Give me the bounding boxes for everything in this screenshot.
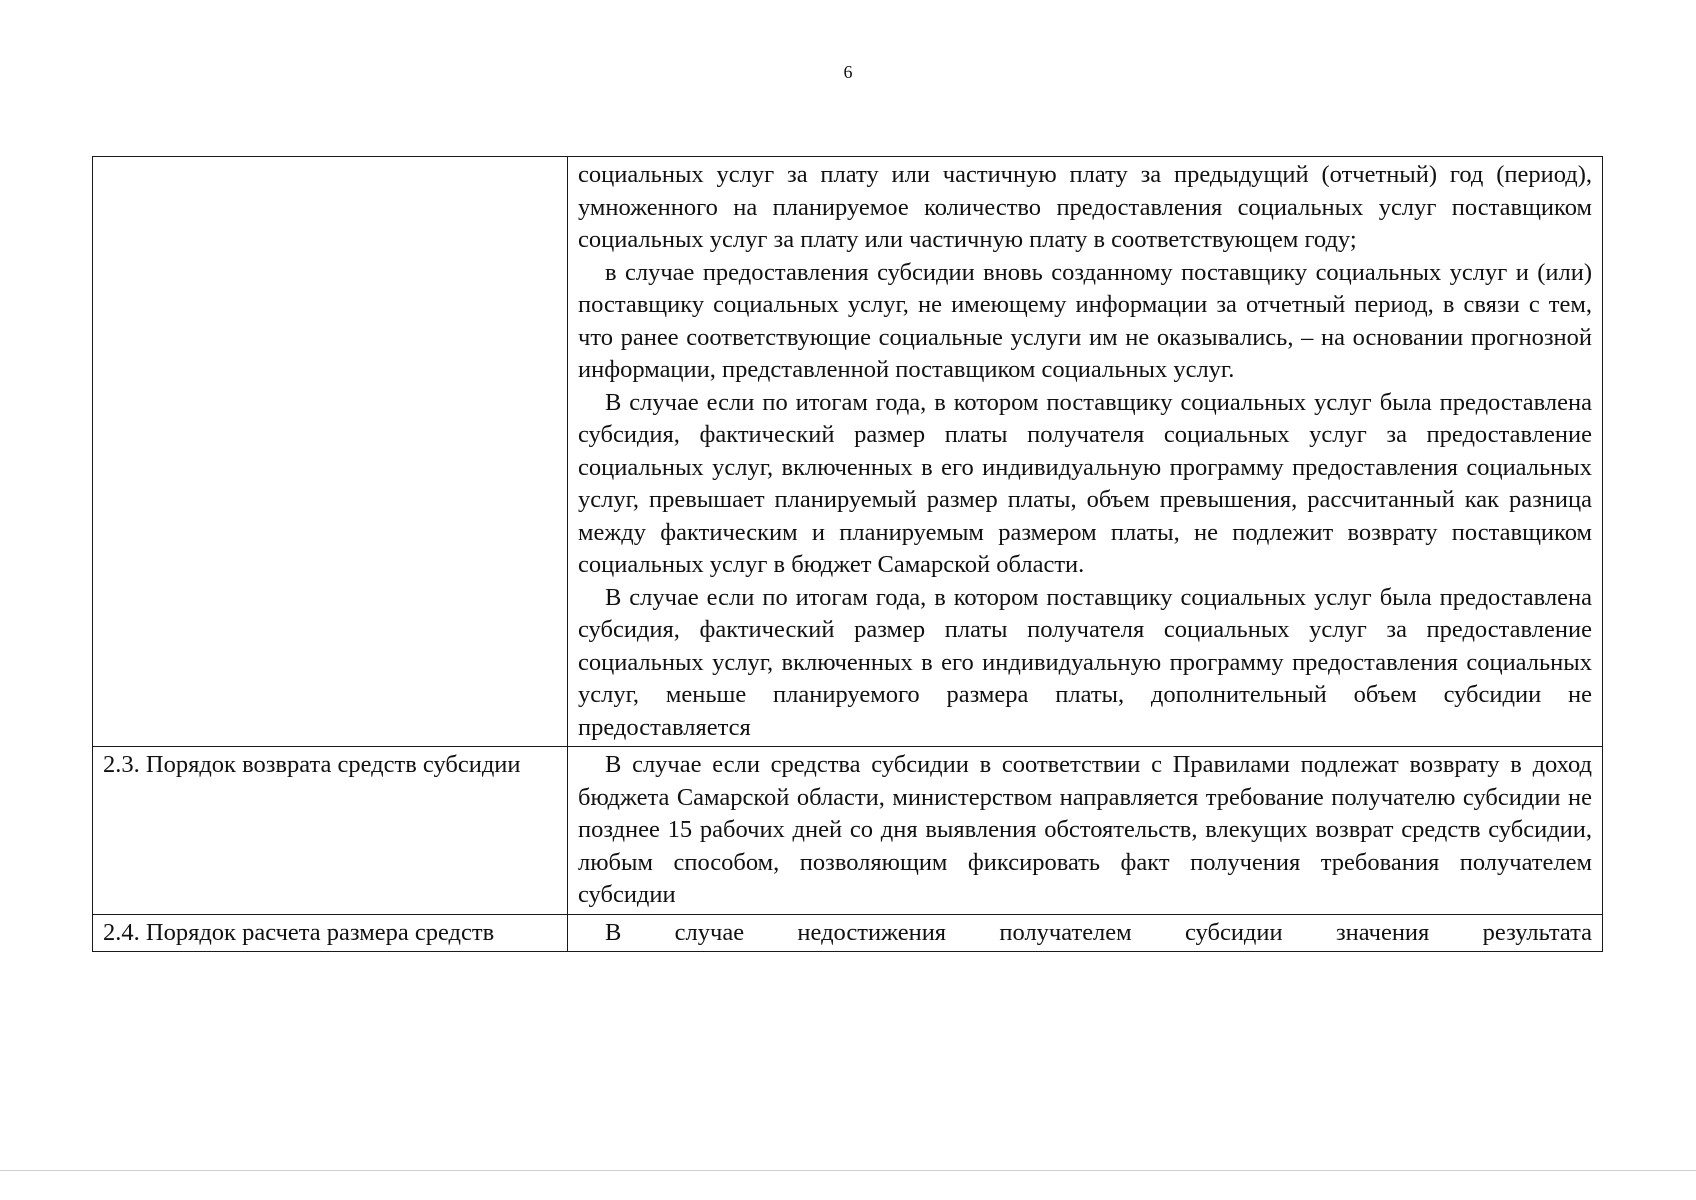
content-cell: [568, 914, 1603, 951]
paragraph-non-achievement: В случае недостижения получателем субсидии значения результата: [605, 918, 1592, 946]
page-number: 6: [843, 62, 853, 82]
paragraph-excess-payment: В случае если по итогам года, в котором поставщику социальных услуг была предоставлена субсидия, фактический размер платы получателя социальных услуг за предоставление социальных услуг, включенных в его индивидуальную программу предоставления социальных услуг, превышает планируемый размер платы, объем превышения, рассчитанный как разница между фактическим и планируемым размером платы, не подлежит возврату поставщиком социальных услуг в бюджет Самарской области.: [578, 388, 1592, 578]
paragraph-new-provider: в случае предоставления субсидии вновь созданному поставщику социальных услуг и (или) поставщику социальных услуг, не имеющему информации за отчетный период, в связи с тем, что ранее соответствующие социальные услуги им не оказывались, – на основании прогнозной информации, представленной поставщиком социальных услуг.: [578, 258, 1592, 383]
content-cell: [568, 157, 1603, 747]
section-title-2-4: 2.4. Порядок расчета размера средств: [103, 918, 495, 946]
section-title-2-3: 2.3. Порядок возврата средств субсидии: [93, 747, 568, 915]
paragraph-shortfall-payment: В случае если по итогам года, в котором поставщику социальных услуг была предоставлена субсидия, фактический размер платы получателя социальных услуг за предоставление социальных услуг, включенных в его индивидуальную программу предоставления социальных услуг, меньше планируемого размера платы, дополнительный объем субсидии не предоставляется: [578, 583, 1592, 741]
section-cell-2-4: [93, 914, 568, 951]
table-row: [93, 914, 1603, 951]
paragraph-continuation: социальных услуг за плату или частичную плату за предыдущий (отчетный) год (период), умноженного на планируемое количество предоставления социальных услуг поставщиком социальных услуг за плату или частичную плату в соответствующем году;: [578, 161, 1592, 253]
table-row: [93, 157, 1603, 747]
paragraph-return-procedure: В случае если средства субсидии в соответствии с Правилами подлежат возврату в доход бюджета Самарской области, министерством направляется требование получателю субсидии не позднее 15 рабочих дней со дня выявления обстоятельств, влекущих возврат средств субсидии, любым способом, позволяющим фиксировать факт получения требования получателем субсидии: [578, 751, 1592, 908]
section-cell-empty: [93, 157, 568, 747]
table-row: [93, 747, 1603, 915]
regulation-table: [92, 156, 1603, 952]
page-bottom-divider: [0, 1170, 1696, 1171]
content-cell: [568, 747, 1603, 915]
